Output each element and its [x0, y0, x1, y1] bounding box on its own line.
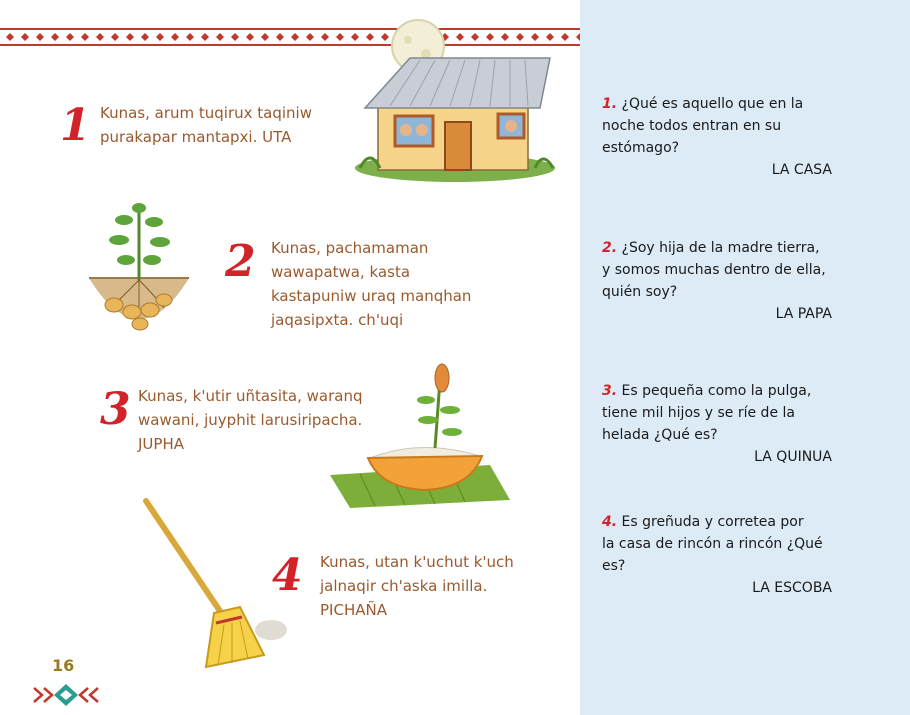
- border-diamond-icon: [291, 33, 299, 41]
- riddle-question: ¿Soy hija de la madre tierra, y somos muchas dentro de ella, quién soy?: [602, 240, 826, 300]
- riddle-text: Kunas, pachamaman wawapatwa, kasta kastapuniw uraq manqhan jaqasipxta. ch'uqi: [271, 239, 472, 329]
- riddle-answer: LA QUINUA: [754, 449, 832, 465]
- andean-diamond-ornament: [30, 682, 102, 708]
- border-diamond-icon: [141, 33, 149, 41]
- spanish-riddle-4: [602, 511, 842, 599]
- riddle-text: Kunas, utan k'uchut k'uch jalnaqir ch'aska imilla. PICHAÑA: [320, 553, 514, 619]
- border-diamond-icon: [321, 33, 329, 41]
- riddle-number: 3: [100, 384, 131, 435]
- border-diamond-icon: [81, 33, 89, 41]
- border-diamond-icon: [201, 33, 209, 41]
- border-diamond-icon: [216, 33, 224, 41]
- riddle-number: 2.: [602, 240, 618, 256]
- border-diamond-icon: [126, 33, 134, 41]
- border-diamond-icon: [336, 33, 344, 41]
- border-diamond-icon: [276, 33, 284, 41]
- spanish-riddle-3: [602, 380, 842, 468]
- border-diamond-icon: [231, 33, 239, 41]
- border-diamond-icon: [111, 33, 119, 41]
- border-diamond-icon: [96, 33, 104, 41]
- riddle-question: Es greñuda y corretea por la casa de rincón a rincón ¿Qué es?: [602, 514, 823, 574]
- riddle-number: 1.: [602, 96, 618, 112]
- border-diamond-icon: [576, 33, 580, 41]
- border-diamond-icon: [306, 33, 314, 41]
- spanish-riddle-2: [602, 237, 842, 325]
- riddle-number: 4.: [602, 514, 618, 530]
- page-number: 16: [52, 656, 75, 675]
- riddle-question: ¿Qué es aquello que en la noche todos entran en su estómago?: [602, 96, 804, 156]
- riddle-text: Kunas, k'utir uñtasita, waranq wawani, juyphit larusiripacha. JUPHA: [138, 387, 363, 453]
- riddle-question: Es pequeña como la pulga, tiene mil hijos y se ríe de la helada ¿Qué es?: [602, 383, 812, 443]
- border-diamond-icon: [171, 33, 179, 41]
- riddle-text: Kunas, arum tuqirux taqiniw purakapar mantapxi. UTA: [100, 104, 312, 146]
- house-illustration: [350, 18, 560, 190]
- border-diamond-icon: [66, 33, 74, 41]
- riddle-number: 4: [272, 550, 303, 601]
- potato-plant-illustration: [84, 200, 194, 345]
- border-diamond-icon: [561, 33, 569, 41]
- riddle-number: 3.: [602, 383, 618, 399]
- border-diamond-icon: [51, 33, 59, 41]
- border-diamond-icon: [21, 33, 29, 41]
- spanish-riddle-1: [602, 93, 842, 181]
- riddle-number: 2: [225, 236, 256, 287]
- border-diamond-icon: [156, 33, 164, 41]
- riddle-answer: LA CASA: [771, 162, 832, 178]
- border-diamond-icon: [6, 33, 14, 41]
- riddle-answer: LA ESCOBA: [752, 580, 832, 596]
- riddle-number: 1: [60, 100, 91, 151]
- border-diamond-icon: [36, 33, 44, 41]
- border-diamond-icon: [261, 33, 269, 41]
- riddle-answer: LA PAPA: [775, 306, 832, 322]
- border-diamond-icon: [246, 33, 254, 41]
- border-diamond-icon: [186, 33, 194, 41]
